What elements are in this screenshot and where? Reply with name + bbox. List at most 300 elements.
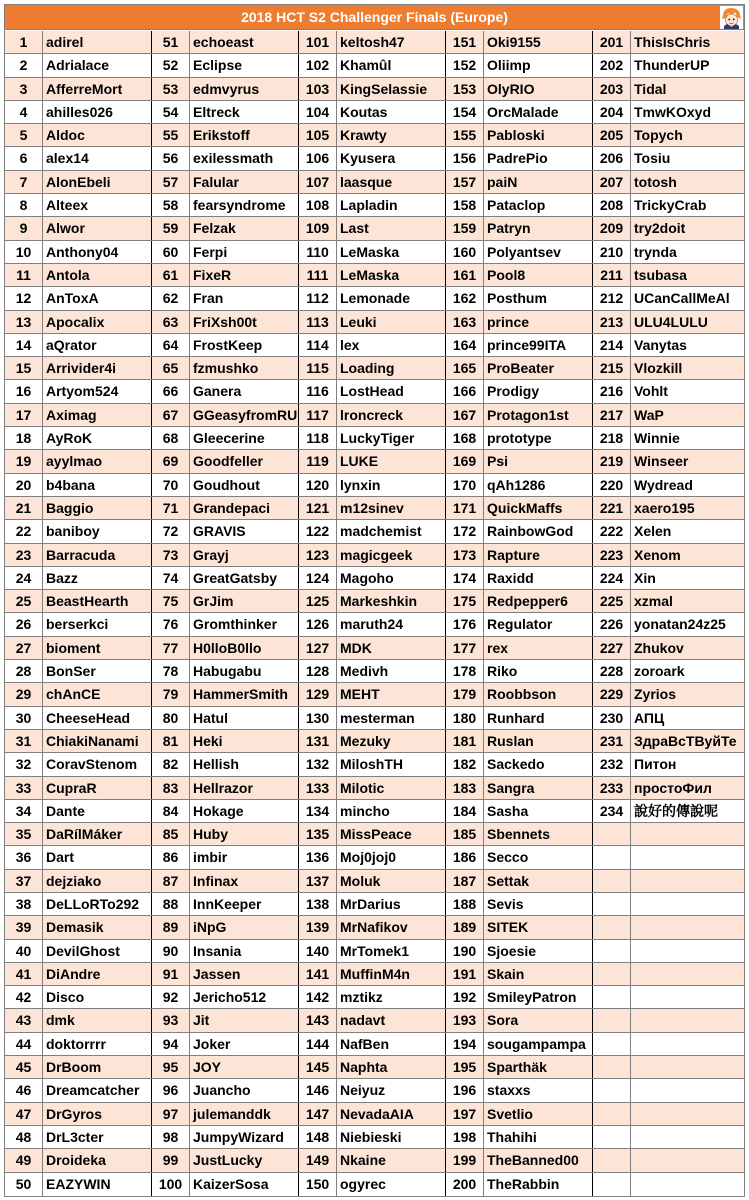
player-name-cell: Settak — [484, 870, 593, 892]
rank-cell: 232 — [593, 753, 631, 775]
player-name-cell: FrostKeep — [190, 334, 299, 356]
player-name-cell: m12sinev — [337, 497, 446, 519]
title-bar — [5, 5, 744, 30]
player-name-cell: ProBeater — [484, 357, 593, 379]
player-name-cell: Hatul — [190, 707, 299, 729]
player-name-cell: TmwKOxyd — [634, 103, 712, 120]
rank-cell: 147 — [299, 1103, 337, 1125]
rank-cell: 149 — [299, 1149, 337, 1171]
player-name-cell: Sora — [484, 1009, 593, 1031]
player-name-cell: DaRílMáker — [43, 823, 152, 845]
player-name-cell: Tidal — [634, 80, 667, 97]
rank-cell: 230 — [593, 707, 631, 729]
table-row — [5, 520, 744, 543]
rank-cell: 165 — [446, 357, 484, 379]
rank-cell: 156 — [446, 147, 484, 169]
player-name-cell: magicgeek — [337, 544, 446, 566]
player-name-cell: простоФил — [634, 779, 712, 796]
rank-cell: 15 — [5, 357, 43, 379]
rank-cell: 215 — [593, 357, 631, 379]
rank-cell — [593, 823, 631, 845]
player-name-cell: Apocalix — [43, 311, 152, 333]
rank-cell: 124 — [299, 567, 337, 589]
table-row — [5, 474, 744, 497]
rank-cell: 115 — [299, 357, 337, 379]
player-name-cell: Adrialace — [43, 54, 152, 76]
rank-cell: 61 — [152, 264, 190, 286]
player-name-cell: berserkci — [43, 613, 152, 635]
player-name-cell: Psi — [484, 450, 593, 472]
player-name-cell: Sackedo — [484, 753, 593, 775]
table-row — [5, 916, 744, 939]
player-name-cell: Goudhout — [190, 474, 299, 496]
player-name-cell: JOY — [190, 1056, 299, 1078]
rank-cell: 11 — [5, 264, 43, 286]
rank-cell: 5 — [5, 124, 43, 146]
table-row — [5, 986, 744, 1009]
player-name-cell: Zyrios — [634, 686, 677, 703]
player-name-cell — [631, 940, 741, 962]
player-name-cell: chAnCE — [43, 683, 152, 705]
player-name-cell: ThunderUP — [634, 57, 710, 74]
rank-cell: 220 — [593, 474, 631, 496]
player-name-cell: Moluk — [337, 870, 446, 892]
rank-cell: 27 — [5, 637, 43, 659]
rank-cell — [593, 963, 631, 985]
rank-cell: 42 — [5, 986, 43, 1008]
rank-cell: 22 — [5, 520, 43, 542]
rank-cell: 114 — [299, 334, 337, 356]
player-name-cell: b4bana — [43, 474, 152, 496]
rank-cell: 40 — [5, 940, 43, 962]
player-name-cell: Tosiu — [634, 150, 671, 167]
player-name-cell — [631, 916, 741, 938]
rank-cell — [593, 1079, 631, 1101]
player-name-cell — [631, 1079, 741, 1101]
rank-cell: 35 — [5, 823, 43, 845]
rank-cell: 231 — [593, 730, 631, 752]
player-name-cell: MDK — [337, 637, 446, 659]
rank-cell — [593, 870, 631, 892]
player-name-cell: qAh1286 — [484, 474, 593, 496]
player-name-cell: alex14 — [43, 147, 152, 169]
rank-cell: 39 — [5, 916, 43, 938]
table-row — [5, 171, 744, 194]
rank-cell: 131 — [299, 730, 337, 752]
rank-cell: 199 — [446, 1149, 484, 1171]
rank-cell: 184 — [446, 800, 484, 822]
rank-cell: 174 — [446, 567, 484, 589]
rank-cell: 64 — [152, 334, 190, 356]
table-row — [5, 1056, 744, 1079]
player-name-cell: UCanCallMeAl — [634, 290, 730, 307]
player-name-cell: AyRoK — [43, 427, 152, 449]
player-name-cell: try2doit — [634, 220, 686, 237]
rank-cell: 25 — [5, 590, 43, 612]
player-name-cell: Sasha — [484, 800, 593, 822]
player-name-cell: madchemist — [337, 520, 446, 542]
rank-cell: 178 — [446, 660, 484, 682]
rank-cell: 226 — [593, 613, 631, 635]
player-name-cell: Falular — [190, 171, 299, 193]
rank-cell: 201 — [593, 31, 631, 53]
rank-cell — [593, 893, 631, 915]
rank-cell: 212 — [593, 287, 631, 309]
table-row — [5, 1126, 744, 1149]
table-row — [5, 217, 744, 240]
rank-cell: 133 — [299, 777, 337, 799]
player-name-cell: KingSelassie — [337, 78, 446, 100]
standings-sheet — [4, 4, 745, 1197]
rank-cell: 225 — [593, 590, 631, 612]
player-name-cell: MuffinM4n — [337, 963, 446, 985]
player-name-cell: edmvyrus — [190, 78, 299, 100]
rank-cell: 92 — [152, 986, 190, 1008]
player-name-cell: CoravStenom — [43, 753, 152, 775]
player-name-cell: Krawty — [337, 124, 446, 146]
player-name-cell: Barracuda — [43, 544, 152, 566]
player-name-cell: Roobbson — [484, 683, 593, 705]
rank-cell: 72 — [152, 520, 190, 542]
player-name-cell: iNpG — [190, 916, 299, 938]
rank-cell: 216 — [593, 380, 631, 402]
player-name-cell: Polyantsev — [484, 241, 593, 263]
rank-cell: 180 — [446, 707, 484, 729]
player-name-cell: Gleecerine — [190, 427, 299, 449]
player-name-cell: Artyom524 — [43, 380, 152, 402]
rank-cell: 80 — [152, 707, 190, 729]
player-name-cell: Aximag — [43, 404, 152, 426]
player-name-cell: bioment — [43, 637, 152, 659]
rank-cell: 191 — [446, 963, 484, 985]
player-name-cell: Svetlio — [484, 1103, 593, 1125]
rank-cell: 152 — [446, 54, 484, 76]
rank-cell: 82 — [152, 753, 190, 775]
rank-cell: 188 — [446, 893, 484, 915]
rank-cell: 121 — [299, 497, 337, 519]
table-row — [5, 101, 744, 124]
mascot-icon — [720, 6, 743, 29]
rank-cell: 214 — [593, 334, 631, 356]
rank-cell: 182 — [446, 753, 484, 775]
rank-cell: 222 — [593, 520, 631, 542]
player-name-cell: DrL3cter — [43, 1126, 152, 1148]
rank-cell: 69 — [152, 450, 190, 472]
player-name-cell: Eltreck — [190, 101, 299, 123]
player-name-cell: Redpepper6 — [484, 590, 593, 612]
rank-cell: 3 — [5, 78, 43, 100]
player-name-cell: Zhukov — [634, 639, 684, 656]
rank-cell: 161 — [446, 264, 484, 286]
player-name-cell: MrNafikov — [337, 916, 446, 938]
player-name-cell: Naphta — [337, 1056, 446, 1078]
player-name-cell: fearsyndrome — [190, 194, 299, 216]
rank-cell: 204 — [593, 101, 631, 123]
player-name-cell: CupraR — [43, 777, 152, 799]
rank-cell — [593, 986, 631, 1008]
player-name-cell: Pabloski — [484, 124, 593, 146]
rank-cell: 128 — [299, 660, 337, 682]
player-name-cell: laasque — [337, 171, 446, 193]
rank-cell — [593, 940, 631, 962]
rank-cell: 175 — [446, 590, 484, 612]
player-name-cell: KaizerSosa — [190, 1173, 299, 1196]
player-name-cell: LUKE — [337, 450, 446, 472]
player-name-cell: Hokage — [190, 800, 299, 822]
player-name-cell — [631, 1056, 741, 1078]
rank-cell: 141 — [299, 963, 337, 985]
rank-cell: 31 — [5, 730, 43, 752]
rank-cell: 186 — [446, 846, 484, 868]
table-row — [5, 334, 744, 357]
rank-cell: 223 — [593, 544, 631, 566]
player-name-cell: Sjoesie — [484, 940, 593, 962]
player-name-cell: NevadaAIA — [337, 1103, 446, 1125]
rank-cell: 96 — [152, 1079, 190, 1101]
player-name-cell: Droideka — [43, 1149, 152, 1171]
rank-cell — [593, 846, 631, 868]
table-row — [5, 637, 744, 660]
rank-cell: 119 — [299, 450, 337, 472]
rank-cell: 162 — [446, 287, 484, 309]
rank-cell: 24 — [5, 567, 43, 589]
player-name-cell: Regulator — [484, 613, 593, 635]
player-name-cell: Runhard — [484, 707, 593, 729]
player-name-cell: Nkaine — [337, 1149, 446, 1171]
rank-cell: 209 — [593, 217, 631, 239]
player-name-cell: NafBen — [337, 1033, 446, 1055]
player-name-cell: ThisIsChris — [634, 34, 711, 50]
player-name-cell: Aldoc — [43, 124, 152, 146]
player-name-cell: yonatan24z25 — [634, 616, 726, 633]
player-name-cell: АПЦ — [634, 709, 665, 726]
rank-cell: 112 — [299, 287, 337, 309]
rank-cell: 195 — [446, 1056, 484, 1078]
player-name-cell: Leuki — [337, 311, 446, 333]
player-name-cell: Medivh — [337, 660, 446, 682]
rank-cell: 87 — [152, 870, 190, 892]
player-name-cell: nadavt — [337, 1009, 446, 1031]
rank-cell: 71 — [152, 497, 190, 519]
rank-cell: 26 — [5, 613, 43, 635]
rank-cell: 67 — [152, 404, 190, 426]
rank-cell: 91 — [152, 963, 190, 985]
player-name-cell: fzmushko — [190, 357, 299, 379]
player-name-cell: totosh — [634, 173, 677, 190]
table-row — [5, 707, 744, 730]
player-name-cell: Moj0joj0 — [337, 846, 446, 868]
rank-cell: 38 — [5, 893, 43, 915]
rank-cell: 173 — [446, 544, 484, 566]
rank-cell: 207 — [593, 171, 631, 193]
player-name-cell: Posthum — [484, 287, 593, 309]
rank-cell: 192 — [446, 986, 484, 1008]
rank-cell: 4 — [5, 101, 43, 123]
player-name-cell: ULU4LULU — [634, 313, 708, 330]
rank-cell: 202 — [593, 54, 631, 76]
player-name-cell: Fran — [190, 287, 299, 309]
rank-cell: 83 — [152, 777, 190, 799]
rank-cell: 110 — [299, 241, 337, 263]
table-row — [5, 404, 744, 427]
rank-cell: 79 — [152, 683, 190, 705]
rank-cell: 143 — [299, 1009, 337, 1031]
player-name-cell: TrickyCrab — [634, 197, 707, 214]
player-name-cell: EAZYWIN — [43, 1173, 152, 1196]
rank-cell: 29 — [5, 683, 43, 705]
player-name-cell: Felzak — [190, 217, 299, 239]
rank-cell: 118 — [299, 427, 337, 449]
player-name-cell: Jericho512 — [190, 986, 299, 1008]
player-name-cell: SITEK — [484, 916, 593, 938]
rank-cell: 8 — [5, 194, 43, 216]
player-name-cell: Riko — [484, 660, 593, 682]
rank-cell — [593, 916, 631, 938]
table-row — [5, 1149, 744, 1172]
rank-cell — [593, 1173, 631, 1196]
player-name-cell: Sevis — [484, 893, 593, 915]
rank-cell: 28 — [5, 660, 43, 682]
rank-cell: 77 — [152, 637, 190, 659]
rank-cell: 196 — [446, 1079, 484, 1101]
rank-cell: 1 — [5, 31, 43, 53]
player-name-cell: Hellrazor — [190, 777, 299, 799]
player-name-cell: keltosh47 — [337, 31, 446, 53]
rank-cell: 6 — [5, 147, 43, 169]
player-name-cell: LeMaska — [337, 241, 446, 263]
player-name-cell: lex — [337, 334, 446, 356]
player-name-cell: ChiakiNanami — [43, 730, 152, 752]
rank-cell: 70 — [152, 474, 190, 496]
player-name-cell: Bazz — [43, 567, 152, 589]
rank-cell: 170 — [446, 474, 484, 496]
rank-cell: 139 — [299, 916, 337, 938]
player-name-cell: zoroark — [634, 663, 685, 680]
player-name-cell: QuickMaffs — [484, 497, 593, 519]
player-name-cell: Xin — [634, 569, 656, 586]
rank-cell: 224 — [593, 567, 631, 589]
rank-cell: 167 — [446, 404, 484, 426]
rank-cell: 189 — [446, 916, 484, 938]
player-name-cell: Insania — [190, 940, 299, 962]
rank-cell: 177 — [446, 637, 484, 659]
rank-cell: 163 — [446, 311, 484, 333]
rank-cell: 210 — [593, 241, 631, 263]
player-name-cell: rex — [484, 637, 593, 659]
rank-cell: 130 — [299, 707, 337, 729]
player-name-cell: GreatGatsby — [190, 567, 299, 589]
rank-cell: 160 — [446, 241, 484, 263]
player-name-cell — [631, 986, 741, 1008]
player-name-cell: BonSer — [43, 660, 152, 682]
table-row — [5, 54, 744, 77]
table-row — [5, 683, 744, 706]
table-row — [5, 567, 744, 590]
rank-cell: 137 — [299, 870, 337, 892]
player-name-cell — [631, 1009, 741, 1031]
table-row — [5, 31, 744, 54]
table-row — [5, 544, 744, 567]
rank-cell: 148 — [299, 1126, 337, 1148]
player-name-cell: HammerSmith — [190, 683, 299, 705]
table-row — [5, 311, 744, 334]
rank-cell: 66 — [152, 380, 190, 402]
rank-cell: 104 — [299, 101, 337, 123]
rank-cell: 90 — [152, 940, 190, 962]
player-name-cell: Habugabu — [190, 660, 299, 682]
rank-cell: 107 — [299, 171, 337, 193]
rank-cell: 73 — [152, 544, 190, 566]
player-name-cell: exilessmath — [190, 147, 299, 169]
rank-cell: 47 — [5, 1103, 43, 1125]
rank-cell: 44 — [5, 1033, 43, 1055]
player-name-cell: Rapture — [484, 544, 593, 566]
table-row — [5, 940, 744, 963]
rank-cell: 155 — [446, 124, 484, 146]
rank-cell: 89 — [152, 916, 190, 938]
player-name-cell — [631, 893, 741, 915]
player-name-cell: Juancho — [190, 1079, 299, 1101]
rank-cell: 54 — [152, 101, 190, 123]
player-name-cell: Dart — [43, 846, 152, 868]
player-name-cell: adirel — [43, 31, 152, 53]
player-name-cell: GrJim — [190, 590, 299, 612]
player-name-cell: lroncreck — [337, 404, 446, 426]
rank-cell: 93 — [152, 1009, 190, 1031]
player-name-cell: Joker — [190, 1033, 299, 1055]
rank-cell — [593, 1126, 631, 1148]
player-name-cell: Питон — [634, 756, 677, 773]
player-name-cell: MrTomek1 — [337, 940, 446, 962]
player-name-cell: BeastHearth — [43, 590, 152, 612]
player-name-cell: doktorrrr — [43, 1033, 152, 1055]
player-name-cell: Patryn — [484, 217, 593, 239]
player-name-cell — [631, 846, 741, 868]
player-name-cell: imbir — [190, 846, 299, 868]
rank-cell: 134 — [299, 800, 337, 822]
table-row — [5, 730, 744, 753]
player-name-cell: TheBanned00 — [484, 1149, 593, 1171]
rank-cell: 157 — [446, 171, 484, 193]
player-name-cell: Secco — [484, 846, 593, 868]
rank-cell: 74 — [152, 567, 190, 589]
rank-cell: 125 — [299, 590, 337, 612]
rank-cell: 57 — [152, 171, 190, 193]
rank-cell: 45 — [5, 1056, 43, 1078]
rank-cell: 63 — [152, 311, 190, 333]
player-name-cell: ЗдраВсТВуйТе — [634, 732, 737, 749]
player-name-cell: PadrePio — [484, 147, 593, 169]
player-name-cell: MEHT — [337, 683, 446, 705]
player-name-cell: CheeseHead — [43, 707, 152, 729]
player-name-cell: trynda — [634, 243, 677, 260]
table-row — [5, 823, 744, 846]
rank-cell: 33 — [5, 777, 43, 799]
rank-cell: 78 — [152, 660, 190, 682]
player-name-cell: dmk — [43, 1009, 152, 1031]
player-name-cell: mincho — [337, 800, 446, 822]
rank-cell: 41 — [5, 963, 43, 985]
player-name-cell: Alteex — [43, 194, 152, 216]
player-name-cell: DevilGhost — [43, 940, 152, 962]
player-name-cell: ahilles026 — [43, 101, 152, 123]
player-name-cell: FixeR — [190, 264, 299, 286]
table-row — [5, 147, 744, 170]
player-name-cell: Xelen — [634, 523, 672, 540]
table-row — [5, 777, 744, 800]
rank-cell — [593, 1009, 631, 1031]
table-row — [5, 357, 744, 380]
